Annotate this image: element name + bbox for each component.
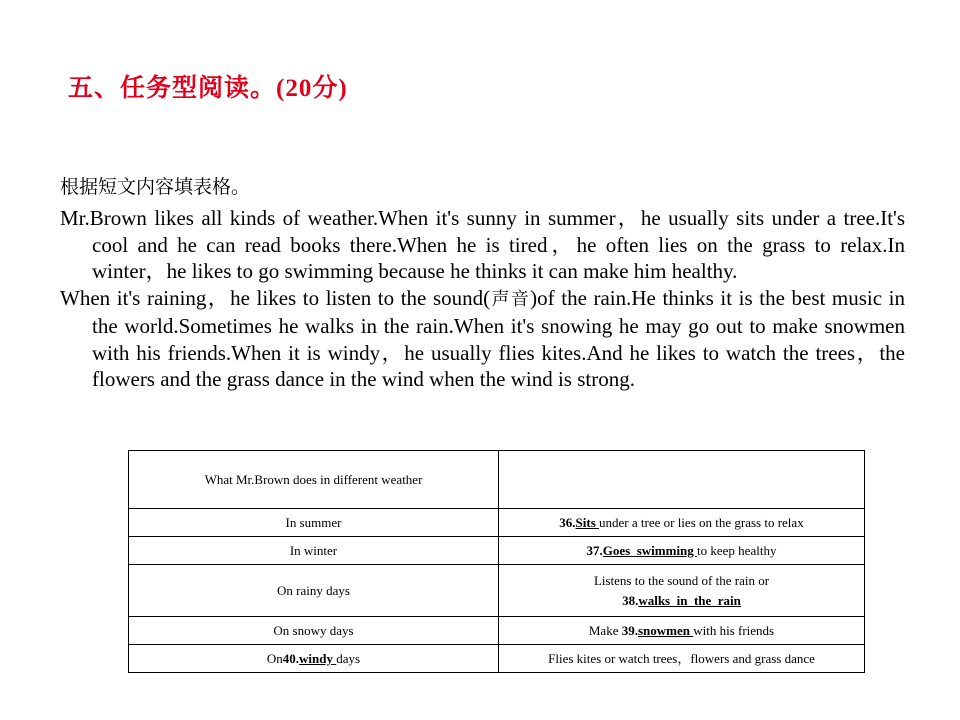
row-label: In winter [129,537,499,565]
answer-blank: snowmen [637,622,694,638]
table-header-empty-cell [499,451,865,509]
section-score: (20分) [276,75,348,102]
row-answer-cell [499,617,865,645]
row-label: On rainy days [129,565,499,617]
answer-suffix: under a tree or lies on the grass to relax [599,514,804,530]
paragraph-2-text-a: When it's raining，he likes to listen to the sound( [60,285,491,310]
table-row [129,565,865,617]
reading-passage [60,205,905,393]
question-number: 40. [282,650,300,666]
row-label [129,645,499,673]
row-answer-cell [499,537,865,565]
answer-suffix: with his friends [693,622,775,638]
answer-suffix: to keep healthy [697,542,777,558]
label-prefix: On [266,650,283,666]
paragraph-2-text-b: )of the rain.He thinks it is the best music in the world.Sometimes he walks in the rain.When it's snowing he may go out to make snowmen with his friends.When it is windy，he usually flies kites.And he likes to watch the trees，the flowers and the grass dance in the wind when the wind is strong. [92,285,906,391]
section-title: 五、任务型阅读。 [68,73,277,102]
table-row [129,617,865,645]
question-number: 39. [621,622,638,638]
answer-table [128,450,865,673]
row-label: In summer [129,509,499,537]
row-answer-cell: Flies kites or watch trees，flowers and grass dance [499,645,865,673]
passage-paragraph-2 [60,285,905,393]
paragraph-2-gloss: 声音 [490,288,531,310]
section-heading [68,68,348,104]
row-label: On snowy days [129,617,499,645]
answer-blank: walks in the rain [638,592,741,608]
table-row [129,509,865,537]
answer-blank: Sits [575,514,600,530]
answer-prefix: Make [588,622,622,638]
table-row [129,645,865,673]
table-row [129,537,865,565]
answer-blank: windy [299,650,337,666]
question-number: 38. [622,592,639,608]
answer-line-1: Listens to the sound of the rain or [593,572,770,588]
task-instruction: 根据短文内容填表格。 [60,176,251,198]
question-number: 37. [586,542,603,558]
answer-blank: Goes swimming [602,542,698,558]
table-header-row [129,451,865,509]
question-number: 36. [559,514,576,530]
passage-paragraph-1: Mr.Brown likes all kinds of weather.When it's sunny in summer，he usually sits under a tree.It's cool and he can read books there.When he is tired，he often lies on the grass to relax.In winter，he likes to go swimming because he thinks it can make him healthy. [60,206,905,283]
row-answer-cell [499,509,865,537]
row-answer-cell [499,565,865,617]
table-header-cell: What Mr.Brown does in different weather [129,451,499,509]
label-suffix: days [336,650,361,666]
